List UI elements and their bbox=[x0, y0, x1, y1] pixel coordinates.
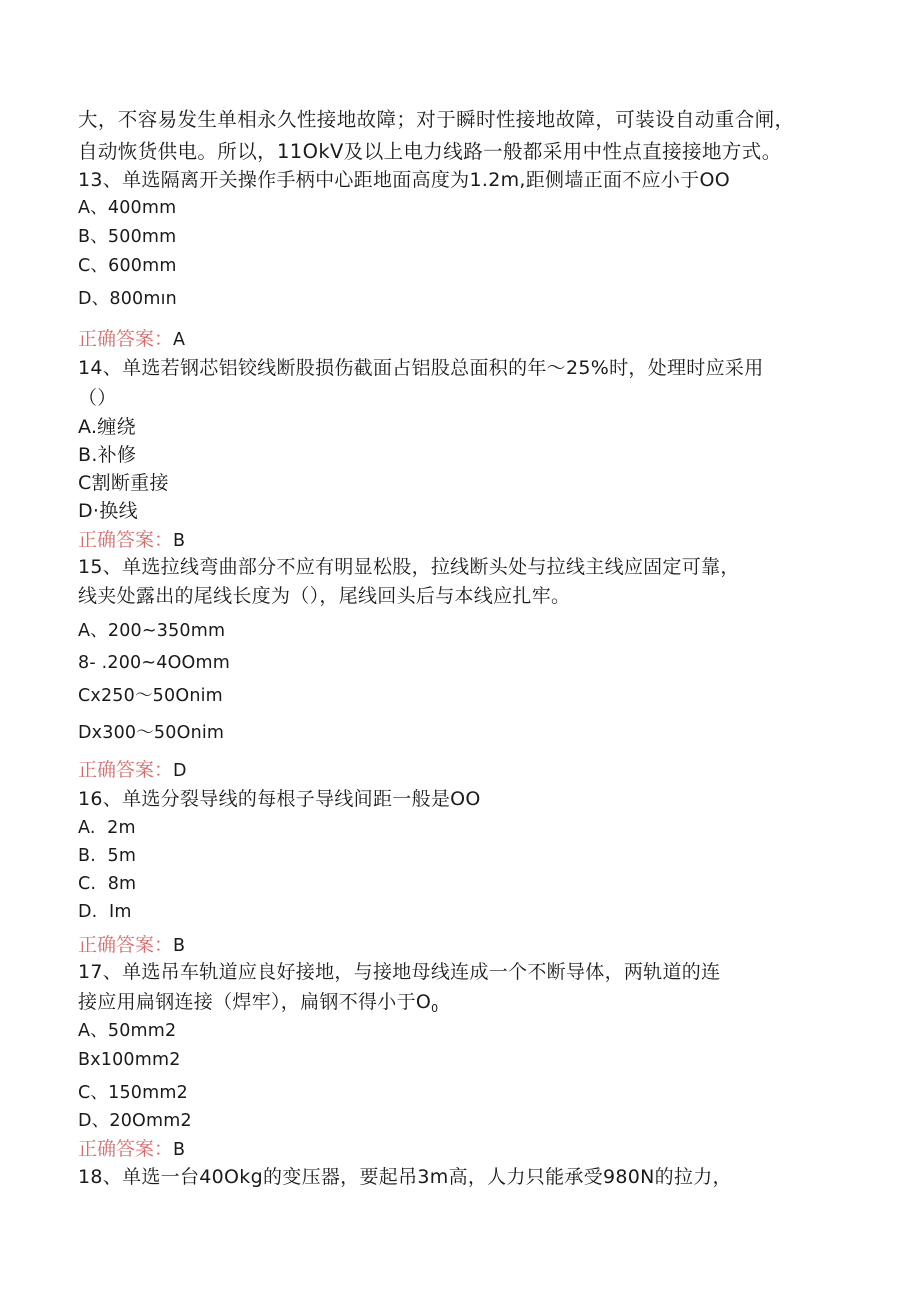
question-17-option-c: C、150mm2 bbox=[78, 1083, 188, 1103]
answer-value: D bbox=[173, 761, 187, 781]
question-13-option-d: D、800mın bbox=[78, 289, 177, 309]
question-16-option-d: D. Im bbox=[78, 902, 132, 922]
question-13-answer bbox=[78, 330, 185, 350]
question-14-option-d: D·换线 bbox=[78, 500, 138, 522]
question-13-option-b: B、500mm bbox=[78, 227, 177, 247]
question-15-option-a: A、200~350mm bbox=[78, 621, 226, 641]
question-16-option-b: B. 5m bbox=[78, 846, 137, 866]
question-13-option-c: C、600mm bbox=[78, 256, 177, 276]
question-13-option-a: A、400mm bbox=[78, 198, 177, 218]
answer-value: B bbox=[173, 1140, 186, 1160]
question-15-answer bbox=[78, 761, 187, 781]
question-17-stem-text: 接应用扁钢连接（焊牢），扁钢不得小于O bbox=[78, 991, 432, 1013]
intro-line-1: 大，不容易发生单相永久性接地故障；对于瞬时性接地故障，可装设自动重合闸， bbox=[78, 108, 795, 131]
question-14-option-b: B.补修 bbox=[78, 444, 137, 466]
question-17-option-a: A、50mm2 bbox=[78, 1021, 177, 1041]
question-14-option-c: C割断重接 bbox=[78, 472, 169, 494]
question-15-option-b: 8- .200~4OOmm bbox=[78, 653, 231, 673]
question-17-stem-line-2 bbox=[78, 993, 438, 1014]
answer-label: 正确答案： bbox=[78, 759, 174, 781]
question-16-stem: 16、单选分裂导线的每根子导线间距一般是OO bbox=[78, 788, 481, 810]
answer-label: 正确答案： bbox=[78, 328, 174, 350]
question-17-stem-line-1: 17、单选吊车轨道应良好接地，与接地母线连成一个不断导体，两轨道的连 bbox=[78, 961, 721, 983]
question-17-stem-subscript: 0 bbox=[431, 1002, 439, 1015]
answer-value: A bbox=[173, 330, 185, 350]
question-17-option-b: Bx100mm2 bbox=[78, 1050, 181, 1070]
answer-value: B bbox=[173, 936, 186, 956]
question-16-option-c: C. 8m bbox=[78, 874, 137, 894]
question-15-option-c: Cx250～50Onim bbox=[78, 686, 223, 706]
question-14-answer bbox=[78, 531, 185, 551]
question-16-option-a: A. 2m bbox=[78, 818, 136, 838]
question-16-answer bbox=[78, 936, 185, 956]
intro-line-2: 自动恢货供电。所以，11OkV及以上电力线路一般都采用中性点直接接地方式。 bbox=[78, 140, 782, 163]
question-14-option-a: A.缠绕 bbox=[78, 416, 136, 438]
question-17-option-d: D、20Omm2 bbox=[78, 1111, 192, 1131]
answer-value: B bbox=[173, 531, 186, 551]
question-15-option-d: Dx300～50Onim bbox=[78, 723, 225, 743]
question-18-stem: 18、单选一台40Okg的变压器，要起吊3m高，人力只能承受980N的拉力， bbox=[78, 1166, 732, 1188]
question-14-stem-line-2: （） bbox=[78, 387, 117, 409]
answer-label: 正确答案： bbox=[78, 529, 174, 551]
answer-label: 正确答案： bbox=[78, 1138, 174, 1160]
question-14-stem-line-1: 14、单选若钢芯铝铰线断股损伤截面占铝股总面积的年～25%时，处理时应采用 bbox=[78, 357, 764, 379]
question-13-stem: 13、单选隔离开关操作手柄中心距地面高度为1.2m,距侧墙正面不应小于OO bbox=[78, 169, 730, 191]
answer-label: 正确答案： bbox=[78, 934, 174, 956]
question-15-stem-line-1: 15、单选拉线弯曲部分不应有明显松股，拉线断头处与拉线主线应固定可靠， bbox=[78, 556, 740, 578]
question-15-stem-line-2: 线夹处露出的尾线长度为（），尾线回头后与本线应扎牢。 bbox=[78, 585, 571, 607]
question-17-answer bbox=[78, 1140, 185, 1160]
